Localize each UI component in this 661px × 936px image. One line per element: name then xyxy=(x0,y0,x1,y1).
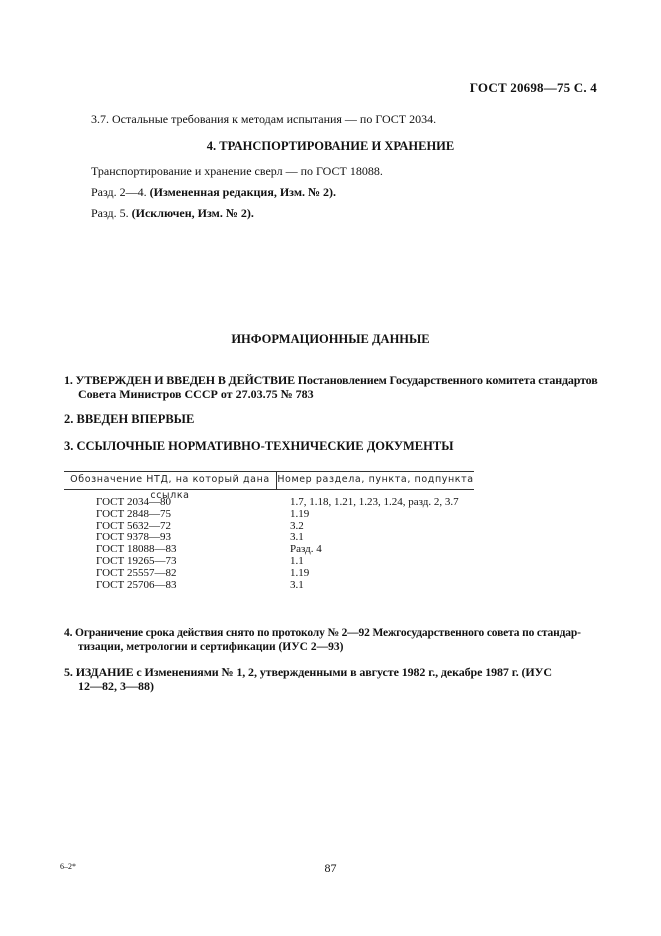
section-4-note-2 xyxy=(91,206,254,221)
note-2-bold: (Исключен, Изм. № 2). xyxy=(131,206,254,220)
info-item-5-line-2: 12—82, 3—88) xyxy=(78,679,154,693)
section-4-text: Транспортирование и хранение сверл — по ГОСТ 18088. xyxy=(91,164,383,178)
section-4-title: 4. ТРАНСПОРТИРОВАНИЕ И ХРАНЕНИЕ xyxy=(206,139,455,153)
row-doc: ГОСТ 25706—83 xyxy=(96,578,177,591)
row-doc: ГОСТ 18088—83 xyxy=(96,543,177,556)
info-title: ИНФОРМАЦИОННЫЕ ДАННЫЕ xyxy=(231,332,430,346)
row-ref: 3.1 xyxy=(290,578,304,591)
row-doc: ГОСТ 5632—72 xyxy=(96,519,171,532)
info-item-1-line-2: Совета Министров СССР от 27.03.75 № 783 xyxy=(78,387,314,401)
note-1-bold: (Измененная редакция, Изм. № 2). xyxy=(149,185,337,199)
row-ref: Разд. 4 xyxy=(290,543,322,556)
section-4-note-1 xyxy=(91,185,336,200)
print-mark: 6–2* xyxy=(60,862,76,871)
row-ref: 3.2 xyxy=(290,519,304,532)
row-ref: 1.19 xyxy=(290,566,310,579)
table-row xyxy=(64,556,474,568)
row-ref: 3.1 xyxy=(290,531,304,544)
row-doc: ГОСТ 19265—73 xyxy=(96,554,177,567)
standard-header: ГОСТ 20698—75 С. 4 xyxy=(469,80,597,95)
table-row xyxy=(64,568,474,580)
page-number: 87 xyxy=(324,861,337,875)
row-ref: 1.7, 1.18, 1.21, 1.23, 1.24, разд. 2, 3.7 xyxy=(290,496,459,508)
col-header-section: Номер раздела, пункта, подпункта xyxy=(277,474,474,485)
info-item-5-line-1: 5. ИЗДАНИЕ с Изменениями № 1, 2, утвержденными в августе 1982 г., декабре 1987 г. (ИУС xyxy=(64,665,552,679)
info-item-4-line-1: 4. Ограничение срока действия снято по протоколу № 2—92 Межгосударственного совета по стандар- xyxy=(64,627,581,639)
table-row xyxy=(64,580,474,592)
row-doc: ГОСТ 2034—80 xyxy=(96,496,171,508)
reference-table-header xyxy=(64,471,474,501)
reference-table xyxy=(64,471,474,591)
info-item-1-line-1: 1. УТВЕРЖДЕН И ВВЕДЕН В ДЕЙСТВИЕ Постановлением Государственного комитета стандартов xyxy=(64,373,598,387)
info-item-3: 3. ССЫЛОЧНЫЕ НОРМАТИВНО-ТЕХНИЧЕСКИЕ ДОКУМЕНТЫ xyxy=(64,439,454,453)
row-ref: 1.19 xyxy=(290,507,310,520)
info-item-4-line-2: тизации, метрологии и сертификации (ИУС 2—93) xyxy=(78,641,344,653)
info-item-2: 2. ВВЕДЕН ВПЕРВЫЕ xyxy=(64,412,195,426)
note-2-prefix: Разд. 5. xyxy=(91,206,129,220)
row-doc: ГОСТ 9378—93 xyxy=(96,531,171,544)
row-ref: 1.1 xyxy=(290,554,304,567)
row-doc: ГОСТ 2848—75 xyxy=(96,507,171,520)
col-header-document: Обозначение НТД, на который дана ссылка xyxy=(64,472,277,489)
table-row xyxy=(64,509,474,521)
item-3-7: 3.7. Остальные требования к методам испытания — по ГОСТ 2034. xyxy=(91,112,437,126)
note-1-prefix: Разд. 2—4. xyxy=(91,185,147,199)
reference-table-body xyxy=(64,497,474,591)
row-doc: ГОСТ 25557—82 xyxy=(96,566,177,579)
